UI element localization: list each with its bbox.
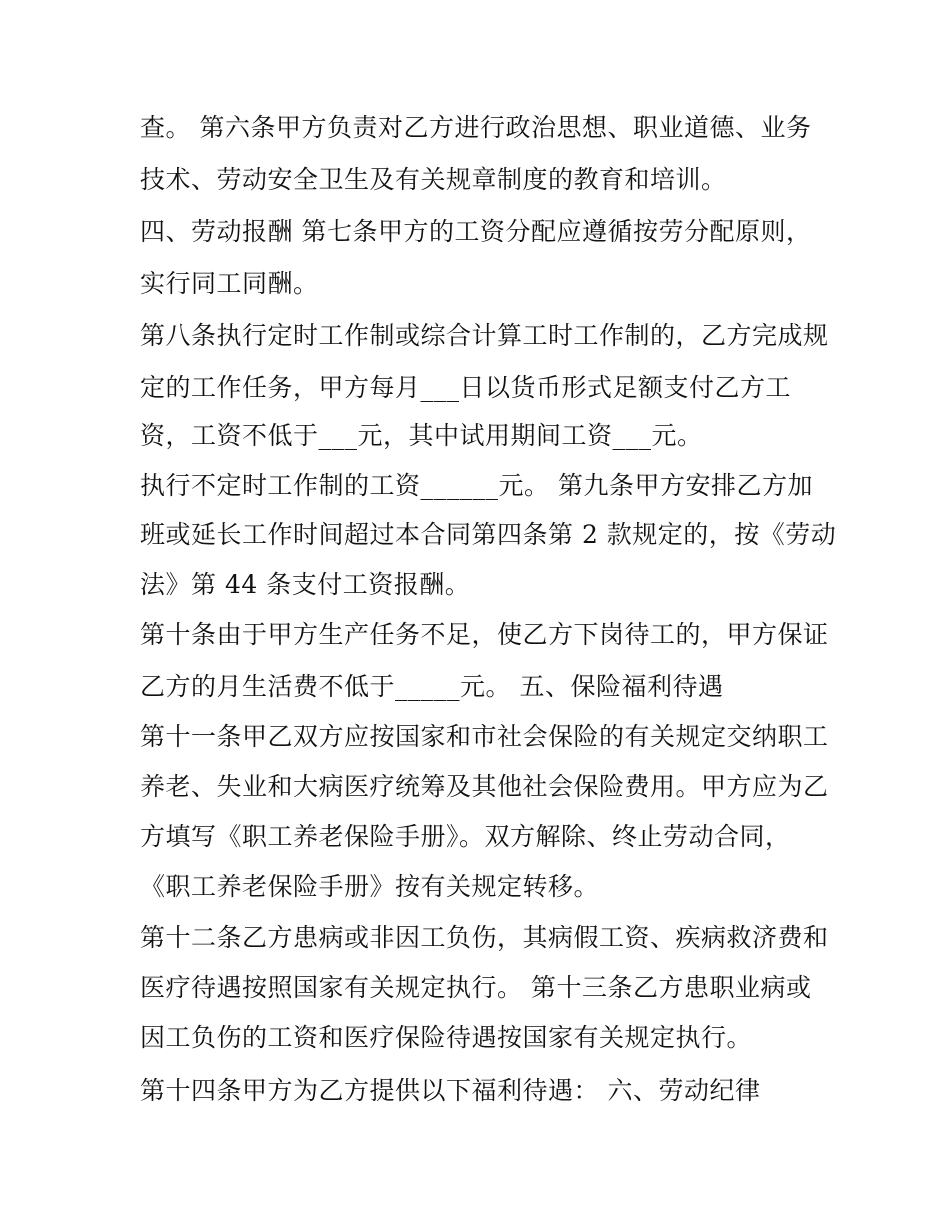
text-line: 养老、失业和大病医疗统筹及其他社会保险费用。甲方应为乙	[140, 772, 829, 801]
text-line: 班或延长工作时间超过本合同第四条第 2 款规定的，按《劳动	[140, 520, 837, 549]
text-line: 《职工养老保险手册》按有关规定转移。	[140, 872, 600, 901]
text-line: 定的工作任务，甲方每月___日以货币形式足额支付乙方工	[140, 373, 792, 402]
text-line: 第十条由于甲方生产任务不足，使乙方下岗待工的，甲方保证	[140, 620, 829, 649]
text-line: 第八条执行定时工作制或综合计算工时工作制的，乙方完成规	[140, 321, 829, 350]
text-line: 第十四条甲方为乙方提供以下福利待遇： 六、劳动纪律	[140, 1076, 761, 1105]
text-line: 实行同工同酬。	[140, 269, 319, 298]
text-line: 方填写《职工养老保险手册》。双方解除、终止劳动合同，	[140, 822, 791, 851]
text-line: 第十一条甲乙双方应按国家和市社会保险的有关规定交纳职工	[140, 722, 829, 751]
text-line: 资，工资不低于___元，其中试用期间工资___元。	[140, 421, 703, 450]
text-line: 医疗待遇按照国家有关规定执行。 第十三条乙方患职业病或	[140, 973, 812, 1002]
text-line: 第十二条乙方患病或非因工负伤，其病假工资、疾病救济费和	[140, 923, 829, 952]
text-line: 法》第 44 条支付工资报酬。	[140, 570, 471, 599]
text-line: 乙方的月生活费不低于_____元。 五、保险福利待遇	[140, 672, 724, 701]
text-line: 执行不定时工作制的工资______元。 第九条甲方安排乙方加	[140, 471, 813, 500]
text-line: 技术、劳动安全卫生及有关规章制度的教育和培训。	[140, 165, 727, 194]
text-line: 因工负伤的工资和医疗保险待遇按国家有关规定执行。	[140, 1023, 753, 1052]
text-line: 四、劳动报酬 第七条甲方的工资分配应遵循按劳分配原则，	[140, 217, 812, 246]
text-line: 查。 第六条甲方负责对乙方进行政治思想、职业道德、业务	[140, 113, 812, 142]
